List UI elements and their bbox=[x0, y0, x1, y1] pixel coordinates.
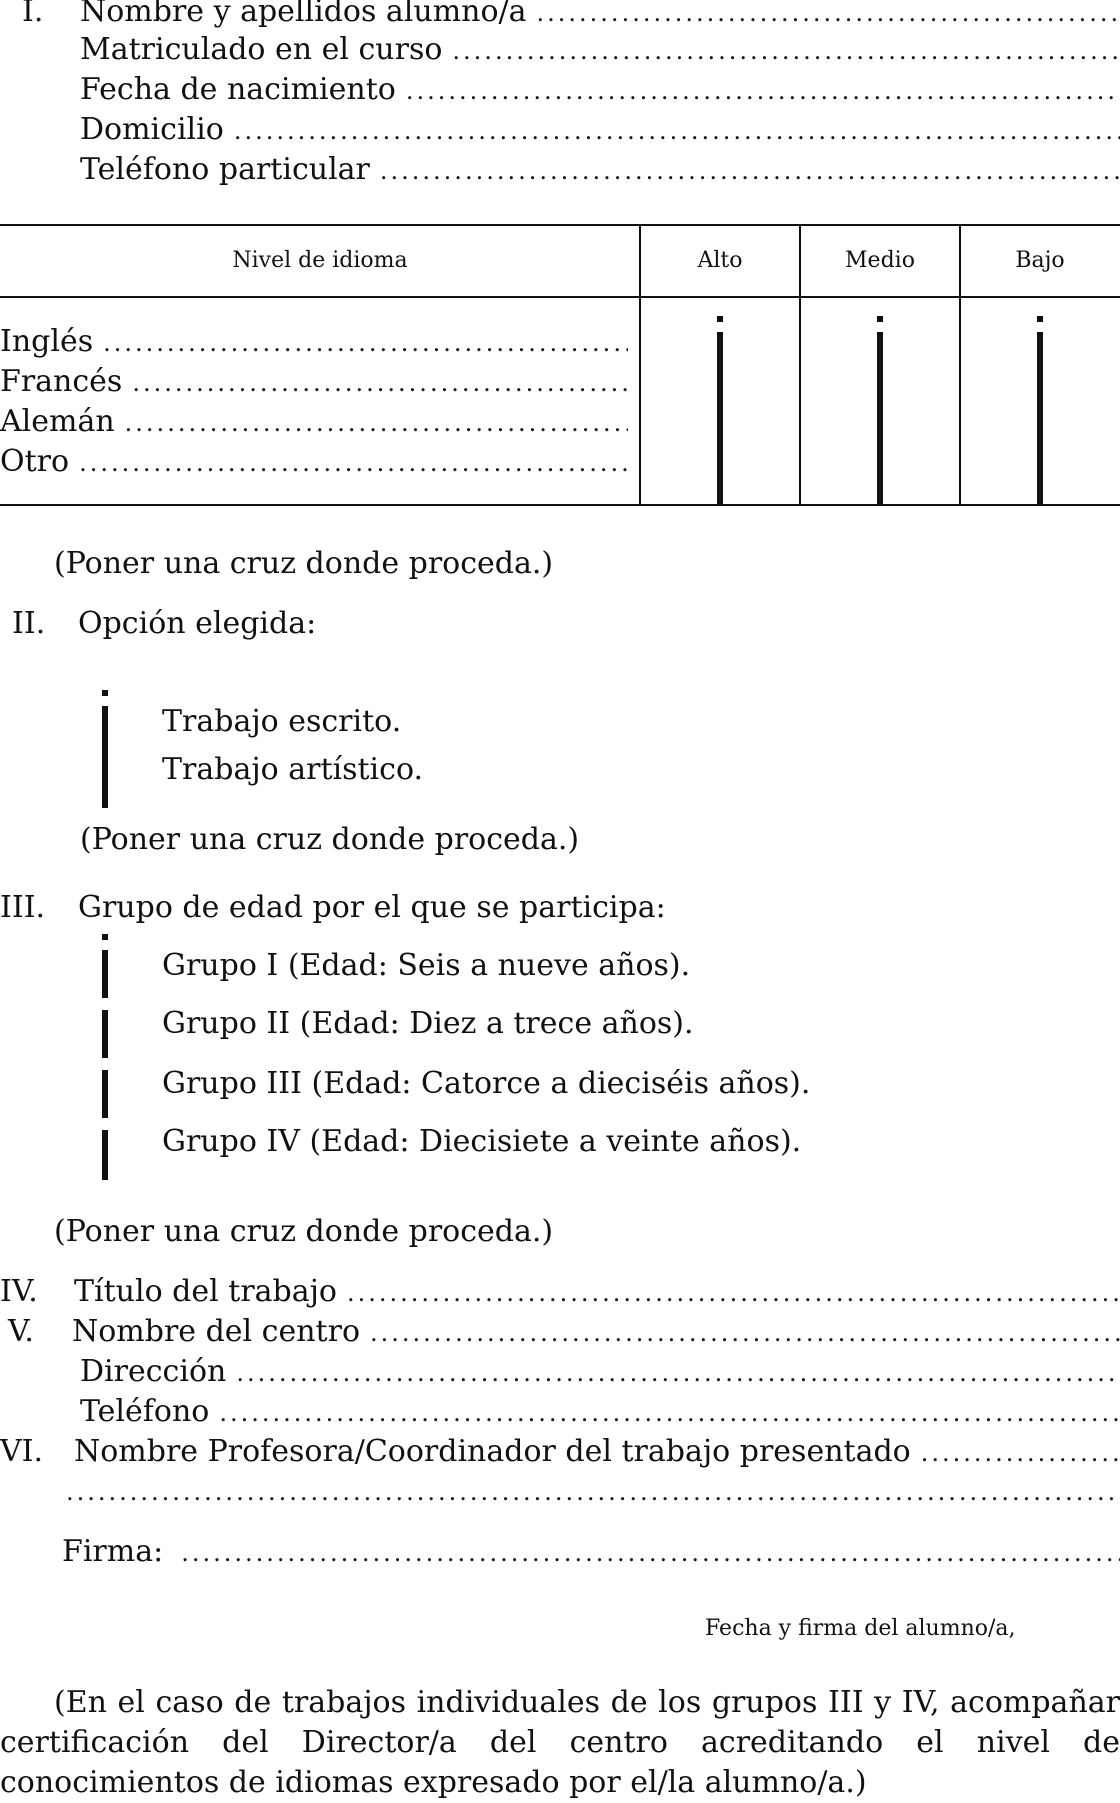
phone-field[interactable] bbox=[80, 152, 1120, 189]
section-number: V. bbox=[8, 1314, 34, 1349]
section-title: Grupo de edad por el que se participa: bbox=[78, 890, 666, 925]
option-group-iii: Grupo III (Edad: Catorce a dieciséis años). bbox=[162, 1066, 811, 1101]
field-label: Teléfono particular bbox=[80, 152, 370, 187]
field-label: Fecha de nacimiento bbox=[80, 72, 396, 107]
field-label: Título del trabajo bbox=[74, 1274, 337, 1309]
fill-line[interactable] bbox=[219, 1395, 1120, 1431]
group-iv-checkbox[interactable] bbox=[102, 1130, 108, 1180]
group-i-checkbox[interactable] bbox=[102, 950, 108, 998]
section-number: III. bbox=[0, 890, 46, 925]
language-level-table bbox=[0, 224, 1120, 506]
work-title-field[interactable] bbox=[0, 1274, 1120, 1311]
field-label: Dirección bbox=[80, 1354, 227, 1389]
instruction-note: (Poner una cruz donde proceda.) bbox=[54, 1214, 554, 1249]
fill-line bbox=[125, 405, 628, 441]
section-number: I. bbox=[22, 0, 44, 29]
checkbox-marker bbox=[717, 316, 723, 322]
fill-line[interactable] bbox=[347, 1275, 1120, 1311]
signature-field[interactable] bbox=[62, 1534, 1120, 1571]
fill-line[interactable] bbox=[234, 113, 1120, 149]
section-number: II. bbox=[12, 606, 46, 641]
field-label: Nombre Profesora/Coordinador del trabajo presentado bbox=[74, 1434, 911, 1469]
language-row-french bbox=[0, 364, 628, 401]
signature-label: Firma: bbox=[62, 1534, 164, 1569]
option-written-work: Trabajo escrito. bbox=[162, 704, 402, 739]
option-group-ii: Grupo II (Edad: Diez a trece años). bbox=[162, 1006, 694, 1041]
fill-line bbox=[132, 365, 628, 401]
course-field[interactable] bbox=[80, 32, 1120, 69]
language-row-other bbox=[0, 444, 628, 481]
language-label: Alemán bbox=[0, 404, 115, 439]
header-medium: Medio bbox=[845, 247, 915, 273]
option-artistic-work: Trabajo artístico. bbox=[162, 752, 424, 787]
language-label: Inglés bbox=[0, 324, 94, 359]
checkbox-marker bbox=[877, 316, 883, 322]
language-label: Otro bbox=[0, 444, 70, 479]
field-label: Domicilio bbox=[80, 112, 224, 147]
fill-line bbox=[103, 325, 628, 361]
section-title: Opción elegida: bbox=[78, 606, 317, 641]
option-group-i: Grupo I (Edad: Seis a nueve años). bbox=[162, 948, 691, 983]
fill-line[interactable] bbox=[66, 1474, 1120, 1510]
fill-line[interactable] bbox=[537, 0, 1120, 31]
checkbox-medium[interactable] bbox=[877, 332, 883, 504]
field-label: Matriculado en el curso bbox=[80, 32, 443, 67]
fill-line[interactable] bbox=[452, 33, 1120, 69]
option-checkbox[interactable] bbox=[102, 706, 108, 808]
coordinator-name-continuation[interactable] bbox=[66, 1474, 1120, 1510]
instruction-note: (Poner una cruz donde proceda.) bbox=[54, 546, 554, 581]
coordinator-name-field[interactable] bbox=[0, 1434, 1120, 1471]
checkbox-high[interactable] bbox=[717, 332, 723, 504]
language-label: Francés bbox=[0, 364, 123, 399]
school-address-field[interactable] bbox=[80, 1354, 1120, 1391]
header-high: Alto bbox=[697, 247, 743, 273]
table-header-rule bbox=[0, 296, 1120, 298]
checkbox-marker bbox=[1037, 316, 1043, 322]
option-group-iv: Grupo IV (Edad: Diecisiete a veinte años). bbox=[162, 1124, 802, 1159]
instruction-note: (Poner una cruz donde proceda.) bbox=[80, 822, 580, 857]
fill-line[interactable] bbox=[380, 153, 1120, 189]
student-name-field[interactable] bbox=[0, 0, 1120, 31]
school-phone-field[interactable] bbox=[80, 1394, 1120, 1431]
fill-line[interactable] bbox=[406, 73, 1120, 109]
address-field[interactable] bbox=[80, 112, 1120, 149]
footer-note: (En el caso de trabajos individuales de los grupos III y IV, acompañar certificación del Director/a del centro acreditando el nivel de conocimientos de idiomas expresado por el/la alumno/a.) bbox=[0, 1685, 1120, 1800]
language-row-english bbox=[0, 324, 628, 361]
header-low: Bajo bbox=[1015, 247, 1065, 273]
header-level: Nivel de idioma bbox=[232, 247, 408, 273]
section-number: VI. bbox=[0, 1434, 44, 1469]
date-signature-caption: Fecha y firma del alumno/a, bbox=[705, 1616, 1016, 1641]
checkbox-marker bbox=[102, 690, 108, 696]
field-label: Nombre y apellidos alumno/a bbox=[80, 0, 527, 29]
birthdate-field[interactable] bbox=[80, 72, 1120, 109]
school-name-field[interactable] bbox=[0, 1314, 1120, 1351]
group-ii-checkbox[interactable] bbox=[102, 1010, 108, 1058]
language-row-german bbox=[0, 404, 628, 441]
checkbox-marker bbox=[102, 934, 108, 940]
field-label: Teléfono bbox=[80, 1394, 210, 1429]
fill-line bbox=[79, 445, 628, 481]
fill-line[interactable] bbox=[370, 1315, 1120, 1351]
fill-line[interactable] bbox=[921, 1435, 1120, 1471]
fill-line[interactable] bbox=[181, 1535, 1120, 1571]
field-label: Nombre del centro bbox=[72, 1314, 361, 1349]
checkbox-low[interactable] bbox=[1037, 332, 1043, 504]
table-bottom-rule bbox=[0, 504, 1120, 506]
fill-line[interactable] bbox=[236, 1355, 1120, 1391]
group-iii-checkbox[interactable] bbox=[102, 1070, 108, 1118]
section-number: IV. bbox=[0, 1274, 38, 1309]
